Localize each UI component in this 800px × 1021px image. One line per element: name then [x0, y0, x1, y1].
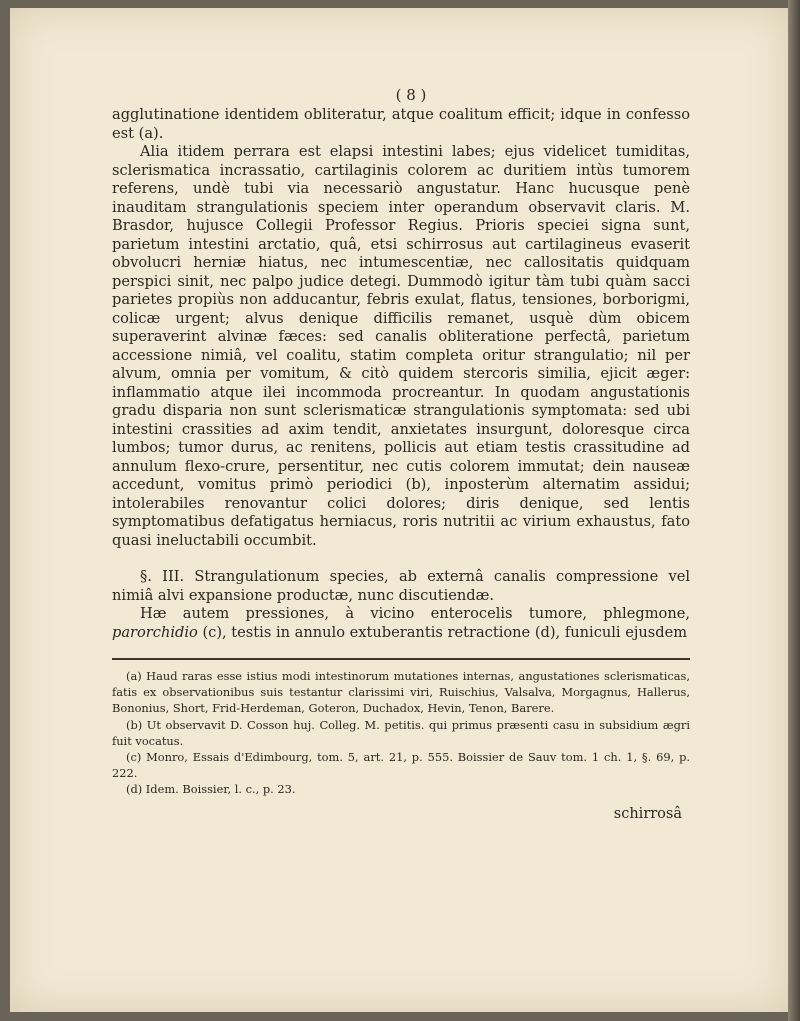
- footnote-b: (b) Ut observavit D. Cosson huj. Colleg. M. petitis. qui primus præsenti casu in subsidium ægri fuit vocatus.: [112, 717, 690, 748]
- paragraph-continued: agglutinatione identidem obliteratur, atque coalitum efficit; idque in confesso est (a).: [112, 106, 690, 142]
- book-page: [10, 8, 788, 1012]
- footnote-a: (a) Haud raras esse istius modi intestinorum mutationes internas, angustationes sclerismaticas, fatis ex observationibus suis testantur clarissimi viri, Ruischius, Valsalva, Morgagnus, Hallerus, Bononius, Short, Frid-Herdeman, Goteron, Duchadox, Hevin, Tenon, Barere.: [112, 669, 690, 716]
- paragraph-strangulation-species: Alia itidem perrara est elapsi intestini labes; ejus videlicet tumiditas, sclerismatica incrassatio, cartilaginis colorem ac duritiem intùs tumorem referens, undè tubi via necessariò angustatur. Hanc hucusque penè inauditam strangulationis speciem inter operandum observavit claris. M. Brasdor, hujusce Collegii Professor Regius. Prioris speciei signa sunt, parietum intestini arctatio, quâ, etsi schirrosus aut cartilagineus evaserit obvolucri herniæ hiatus, nec intumescentiæ, nec callositatis quidquam perspici sinit, nec palpo judice detegi. Dummodò igitur tàm tubi quàm sacci parietes propiùs non adducantur, febris exulat, flatus, tensiones, borborigmi, colicæ urgent; alvus denique difficilis remanet, usquè dùm obicem superaverint alvinæ fæces: sed canalis obliteratione perfectâ, parietum accessione nimiâ, vel coalitu, statim completa oritur strangulatio; nil per alvum, omnia per vomitum, & citò quidem stercoris similia, ejicit æger: inflammatio atque ilei incommoda procreantur. In quodam angustationis gradu disparia non sunt sclerismaticæ strangulationis symptomata: sed ubi intestini crassities ad axim tendit, anxietates insurgunt, doloresque circa lumbos; tumor durus, ac renitens, pollicis aut etiam testis crassitudine ad annulum flexo-crure, persentitur, nec cutis colorem immutat; dein nauseæ accedunt, vomitus primò periodici (b), inposterùm alternatim assidui; intolerabiles renovantur colici dolores; diris denique, sed lentis symptomatibus defatigatus herniacus, roris nutritii ac virium exhaustus, fato quasi ineluctabili occumbit.: [112, 143, 690, 549]
- text-fragment: Hæ autem pressiones, à vicino enterocelis tumore, phlegmone,: [140, 605, 690, 622]
- italic-term: parorchidio: [112, 623, 198, 641]
- footnote-c: (c) Monro, Essais d'Edimbourg, tom. 5, art. 21, p. 555. Boissier de Sauv tom. 1 ch. 1, §. 69, p. 222.: [112, 750, 690, 781]
- page-edge: [788, 0, 800, 1021]
- main-text: [112, 106, 690, 642]
- footnotes: [112, 668, 690, 798]
- paragraph-pressiones: [112, 605, 690, 642]
- page-number: ( 8 ): [395, 86, 427, 104]
- section-heading-iii: §. III. Strangulationum species, ab externâ canalis compressione vel nimiâ alvi expansione productæ, nunc discutiendæ.: [112, 568, 690, 604]
- text-fragment: (c), testis in annulo extuberantis retractione (d), funiculi ejusdem: [197, 623, 688, 641]
- footnote-rule: [112, 658, 690, 660]
- footnote-d: (d) Idem. Boissier, l. c., p. 23.: [126, 782, 296, 797]
- catchword: schirrosâ: [613, 805, 682, 822]
- page-content: [112, 84, 690, 822]
